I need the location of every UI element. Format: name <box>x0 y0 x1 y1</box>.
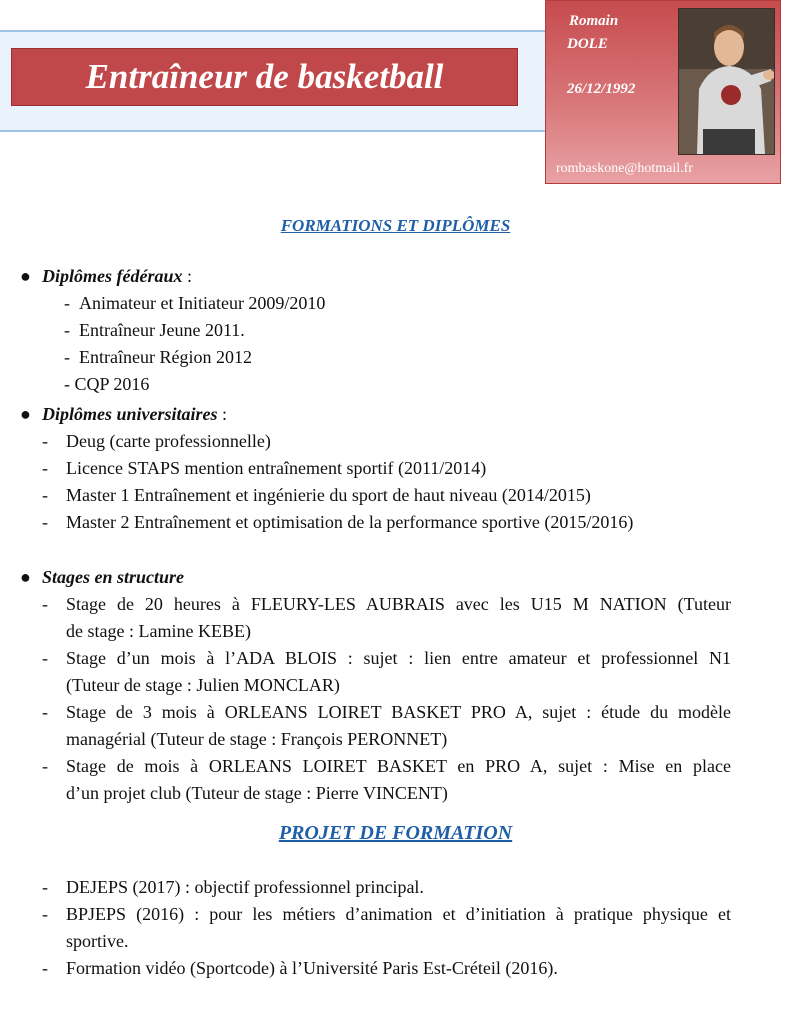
bullet-dot-icon: ● <box>20 567 31 587</box>
birth-date: 26/12/1992 <box>567 81 636 97</box>
list-item: - <box>42 431 48 451</box>
person-photo-icon <box>679 9 774 154</box>
stages-label: Stages en structure <box>42 567 185 587</box>
list-item: - <box>42 756 48 776</box>
list-item-text: (Tuteur de stage : Julien MONCLAR) <box>66 675 340 695</box>
federaux-heading <box>42 266 192 287</box>
last-name: DOLE <box>567 36 608 52</box>
list-item-text: Licence STAPS mention entraînement sportif (2011/2014) <box>66 458 487 478</box>
list-item-text: Stage de 20 heures à FLEURY-LES AUBRAIS avec les U15 M NATION (Tuteur <box>66 594 731 614</box>
page-title: Entraîneur de basketball <box>11 48 518 106</box>
list-item-text: DEJEPS (2017) : objectif professionnel principal. <box>66 877 424 897</box>
list-item: - CQP 2016 <box>64 374 150 394</box>
list-item: - <box>42 702 48 722</box>
list-item-text: Formation vidéo (Sportcode) à l’Université Paris Est-Créteil (2016). <box>66 958 558 978</box>
list-item-text: sportive. <box>66 931 129 951</box>
list-item: - Entraîneur Région 2012 <box>64 347 252 367</box>
bullet-dot-icon: ● <box>20 404 31 424</box>
stages-heading <box>42 567 184 588</box>
federaux-label: Diplômes fédéraux <box>42 266 183 286</box>
list-item-text: Master 2 Entraînement et optimisation de la performance sportive (2015/2016) <box>66 512 634 532</box>
list-item-text: managérial (Tuteur de stage : François PERONNET) <box>66 729 448 749</box>
email-text: rombaskone@hotmail.fr <box>556 161 693 176</box>
list-item: - <box>42 904 48 924</box>
list-item: - <box>42 512 48 532</box>
list-item-text: Stage de 3 mois à ORLEANS LOIRET BASKET PRO A, sujet : étude du modèle <box>66 702 731 722</box>
universitaires-label: Diplômes universitaires <box>42 404 218 424</box>
section-title-projet: PROJET DE FORMATION <box>278 822 513 844</box>
first-name: Romain <box>569 13 619 29</box>
list-item: - <box>42 958 48 978</box>
list-item-text: Stage de mois à ORLEANS LOIRET BASKET en PRO A, sujet : Mise en place <box>66 756 731 776</box>
profile-photo <box>678 8 775 155</box>
list-item-text: de stage : Lamine KEBE) <box>66 621 251 641</box>
list-item-text: BPJEPS (2016) : pour les métiers d’animation et d’initiation à pratique physique et <box>66 904 731 924</box>
list-item-text: Deug (carte professionnelle) <box>66 431 271 451</box>
list-item-text: Stage d’un mois à l’ADA BLOIS : sujet : lien entre amateur et professionnel N1 <box>66 648 731 668</box>
list-item: - <box>42 877 48 897</box>
bullet-dot-icon: ● <box>20 266 31 286</box>
list-item: - Animateur et Initiateur 2009/2010 <box>64 293 326 313</box>
list-item: - <box>42 458 48 478</box>
list-item: - <box>42 648 48 668</box>
section-title-formations: FORMATIONS ET DIPLÔMES <box>280 216 511 235</box>
profile-card <box>545 0 781 184</box>
list-item: - <box>42 594 48 614</box>
list-item-text: Master 1 Entraînement et ingénierie du sport de haut niveau (2014/2015) <box>66 485 591 505</box>
universitaires-heading <box>42 404 227 425</box>
list-item-text: d’un projet club (Tuteur de stage : Pierre VINCENT) <box>66 783 448 803</box>
list-item: - <box>42 485 48 505</box>
list-item: - Entraîneur Jeune 2011. <box>64 320 245 340</box>
federaux-colon: : <box>182 266 192 286</box>
universitaires-colon: : <box>217 404 228 424</box>
